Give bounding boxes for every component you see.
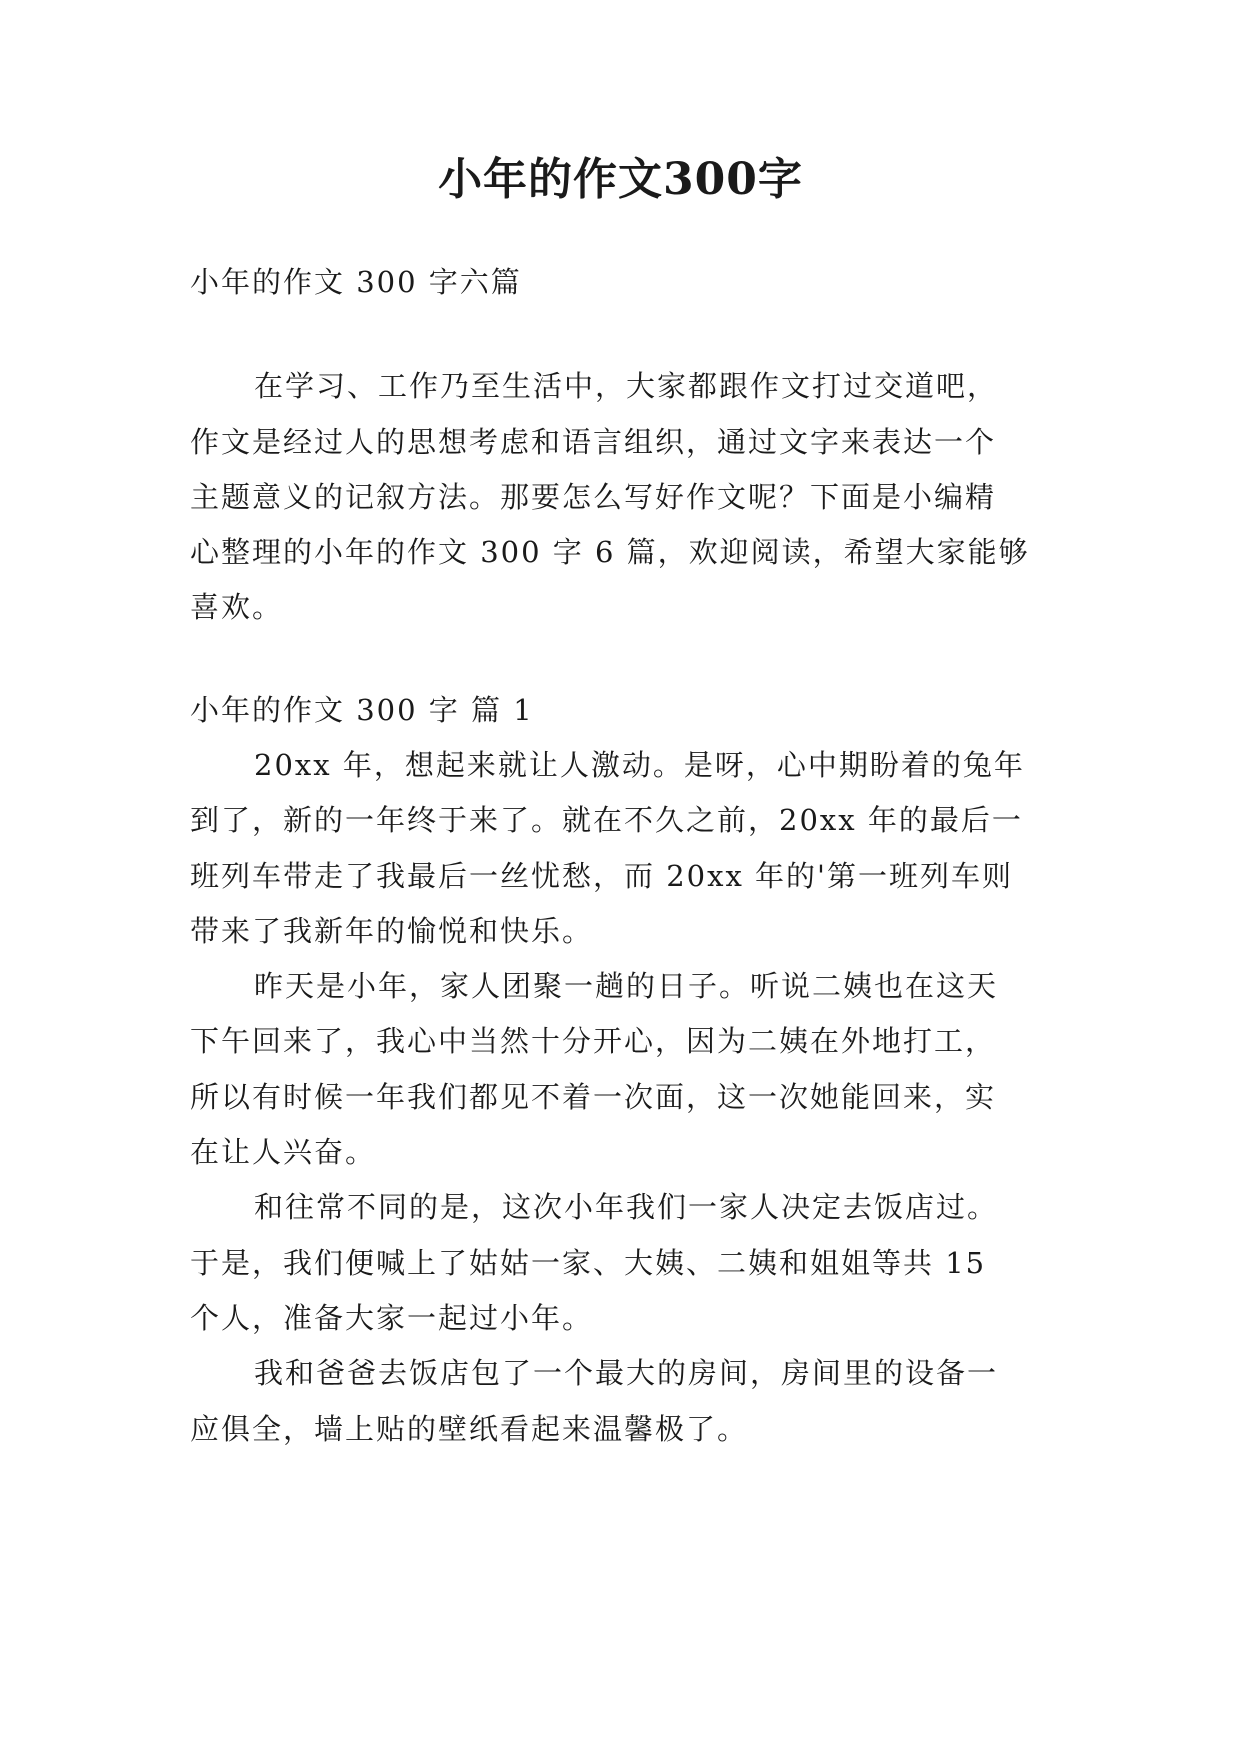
paragraph-line: 20xx 年，想起来就让人激动。是呀，心中期盼着的兔年 <box>254 748 1025 782</box>
intro-line: 喜欢。 <box>190 590 284 624</box>
paragraph-line: 个人，准备大家一起过小年。 <box>190 1301 594 1335</box>
intro-line: 主题意义的记叙方法。那要怎么写好作文呢？下面是小编精 <box>190 480 997 514</box>
paragraph-line: 班列车带走了我最后一丝忧愁，而 20xx 年的'第一班列车则 <box>190 859 1014 893</box>
paragraph-line: 昨天是小年，家人团聚一趟的日子。听说二姨也在这天 <box>254 969 999 1003</box>
document-title: 小年的作文300字 <box>438 154 803 205</box>
paragraph-line: 我和爸爸去饭店包了一个最大的房间，房间里的设备一 <box>254 1356 999 1390</box>
document-subtitle: 小年的作文 300 字六篇 <box>190 265 522 299</box>
intro-line: 在学习、工作乃至生活中，大家都跟作文打过交道吧， <box>254 369 999 403</box>
paragraph-line: 和往常不同的是，这次小年我们一家人决定去饭店过。 <box>254 1190 999 1224</box>
intro-line: 作文是经过人的思想考虑和语言组织，通过文字来表达一个 <box>190 425 997 459</box>
paragraph-line: 下午回来了，我心中当然十分开心，因为二姨在外地打工， <box>190 1024 997 1058</box>
intro-line: 心整理的小年的作文 300 字 6 篇，欢迎阅读，希望大家能够 <box>190 535 1030 569</box>
paragraph-line: 在让人兴奋。 <box>190 1135 377 1169</box>
paragraph-line: 于是，我们便喊上了姑姑一家、大姨、二姨和姐姐等共 15 <box>190 1246 987 1280</box>
paragraph-line: 所以有时候一年我们都见不着一次面，这一次她能回来，实 <box>190 1080 997 1114</box>
paragraph-line: 带来了我新年的愉悦和快乐。 <box>190 914 594 948</box>
paragraph-line: 应俱全，墙上贴的壁纸看起来温馨极了。 <box>190 1412 749 1446</box>
paragraph-line: 到了，新的一年终于来了。就在不久之前，20xx 年的最后一 <box>190 803 1023 837</box>
section-heading: 小年的作文 300 字 篇 1 <box>190 693 534 727</box>
